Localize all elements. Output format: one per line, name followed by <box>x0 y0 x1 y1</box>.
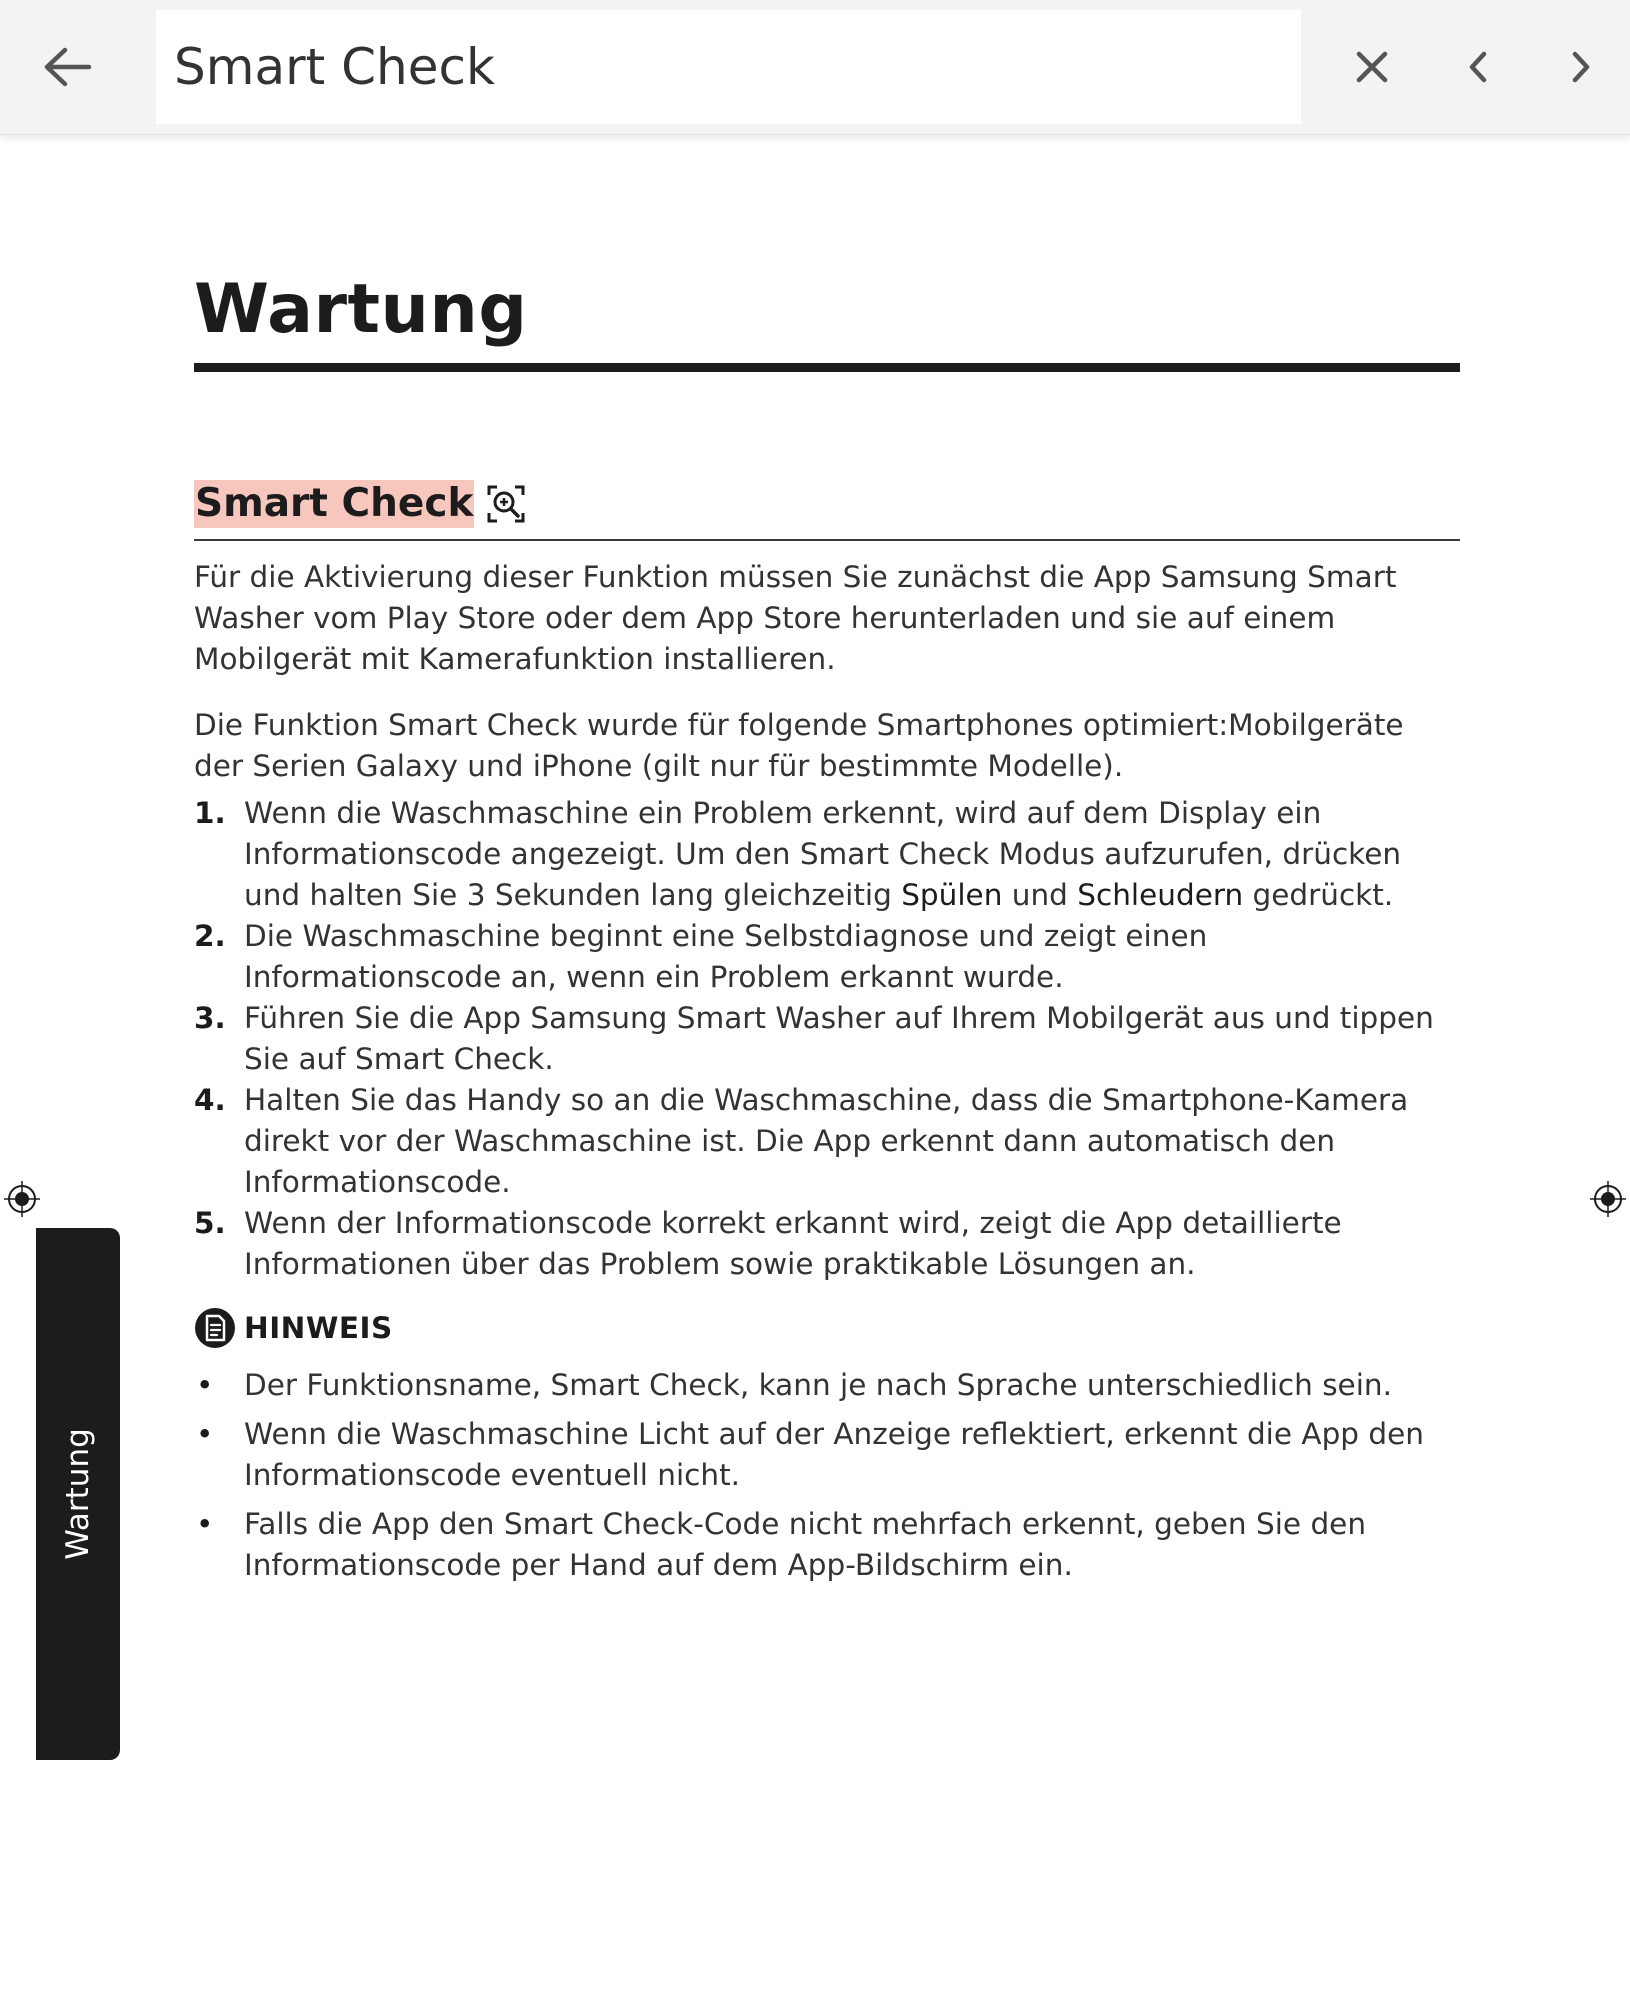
note-document-icon <box>194 1307 236 1349</box>
registration-mark-icon <box>4 1181 40 1217</box>
list-item <box>194 1365 1460 1406</box>
note-label: HINWEIS <box>244 1311 393 1345</box>
step-text: Die Waschmaschine beginnt eine Selbstdiagnose und zeigt einen Informationscode an, wenn ein Problem erkannt wurde. <box>244 919 1208 994</box>
arrow-left-icon <box>43 47 93 87</box>
note-text: Falls die App den Smart Check-Code nicht mehrfach erkennt, geben Sie den Informationscode per Hand auf dem App-Bildschirm ein. <box>244 1507 1367 1582</box>
registration-mark-icon <box>1590 1181 1626 1217</box>
chapter-tab-label: Wartung <box>60 1428 96 1560</box>
manual-page <box>194 268 1460 1594</box>
list-item <box>194 1080 1460 1203</box>
step-text: Wenn der Informationscode korrekt erkannt wird, zeigt die App detaillierte Informationen über das Problem sowie praktikable Lösungen an. <box>244 1206 1342 1281</box>
steps-list <box>194 793 1460 1285</box>
step-number: 1. <box>194 796 226 830</box>
step-number: 2. <box>194 919 226 953</box>
note-text: Der Funktionsname, Smart Check, kann je nach Sprache unterschiedlich sein. <box>244 1368 1392 1402</box>
list-item <box>194 916 1460 998</box>
list-item <box>194 998 1460 1080</box>
step-text: Halten Sie das Handy so an die Waschmaschine, dass die Smartphone-Kamera direkt vor der Waschmaschine ist. Die App erkennt dann automatisch den Informationscode. <box>244 1083 1409 1199</box>
intro-paragraph: Für die Aktivierung dieser Funktion müssen Sie zunächst die App Samsung Smart Washer vom Play Store oder dem App Store herunterladen und sie auf einem Mobilgerät mit Kamerafunktion installieren. <box>194 560 1397 676</box>
step-text: Wenn die Waschmaschine ein Problem erkennt, wird auf dem Display ein Informationscode angezeigt. Um den Smart Check Modus aufzurufen, drücken und halten Sie 3 Sekunden lang gleichzeitig <box>244 796 1402 912</box>
button-name-rinse: Spülen <box>901 878 1003 912</box>
step-text: und <box>1002 878 1078 912</box>
page-title: Wartung <box>194 270 528 349</box>
chevron-right-icon <box>1570 50 1592 84</box>
note-header <box>194 1305 1460 1351</box>
smart-check-scan-icon <box>486 484 526 524</box>
bullet-glyph: • <box>196 1417 214 1451</box>
previous-result-button[interactable] <box>1441 31 1515 103</box>
step-number: 3. <box>194 1001 226 1035</box>
back-button[interactable] <box>28 31 108 103</box>
bullet-glyph: • <box>196 1368 214 1402</box>
step-number: 5. <box>194 1206 226 1240</box>
chevron-left-icon <box>1467 50 1489 84</box>
section-divider <box>194 539 1460 541</box>
bullet-glyph: • <box>196 1507 214 1541</box>
step-text: gedrückt. <box>1243 878 1394 912</box>
search-field[interactable] <box>156 10 1301 124</box>
step-number: 4. <box>194 1083 226 1117</box>
list-item <box>194 793 1460 916</box>
step-text: Führen Sie die App Samsung Smart Washer auf Ihrem Mobilgerät aus und tippen Sie auf Smart Check. <box>244 1001 1434 1076</box>
section-title-highlighted: Smart Check <box>195 481 474 526</box>
close-icon <box>1355 50 1389 84</box>
search-input[interactable] <box>174 38 1301 96</box>
chapter-side-tab <box>36 1228 120 1760</box>
next-result-button[interactable] <box>1544 31 1618 103</box>
search-toolbar <box>0 0 1630 135</box>
note-list <box>194 1365 1460 1586</box>
list-item <box>194 1504 1460 1586</box>
button-name-spin: Schleudern <box>1077 878 1244 912</box>
title-divider <box>194 363 1460 372</box>
list-item <box>194 1414 1460 1496</box>
compatibility-paragraph: Die Funktion Smart Check wurde für folgende Smartphones optimiert:Mobilgeräte der Serien Galaxy und iPhone (gilt nur für bestimmte Modelle). <box>194 708 1404 783</box>
section-header <box>194 480 1460 528</box>
note-text: Wenn die Waschmaschine Licht auf der Anzeige reflektiert, erkennt die App den Informationscode eventuell nicht. <box>244 1417 1424 1492</box>
clear-search-button[interactable] <box>1335 31 1409 103</box>
list-item <box>194 1203 1460 1285</box>
